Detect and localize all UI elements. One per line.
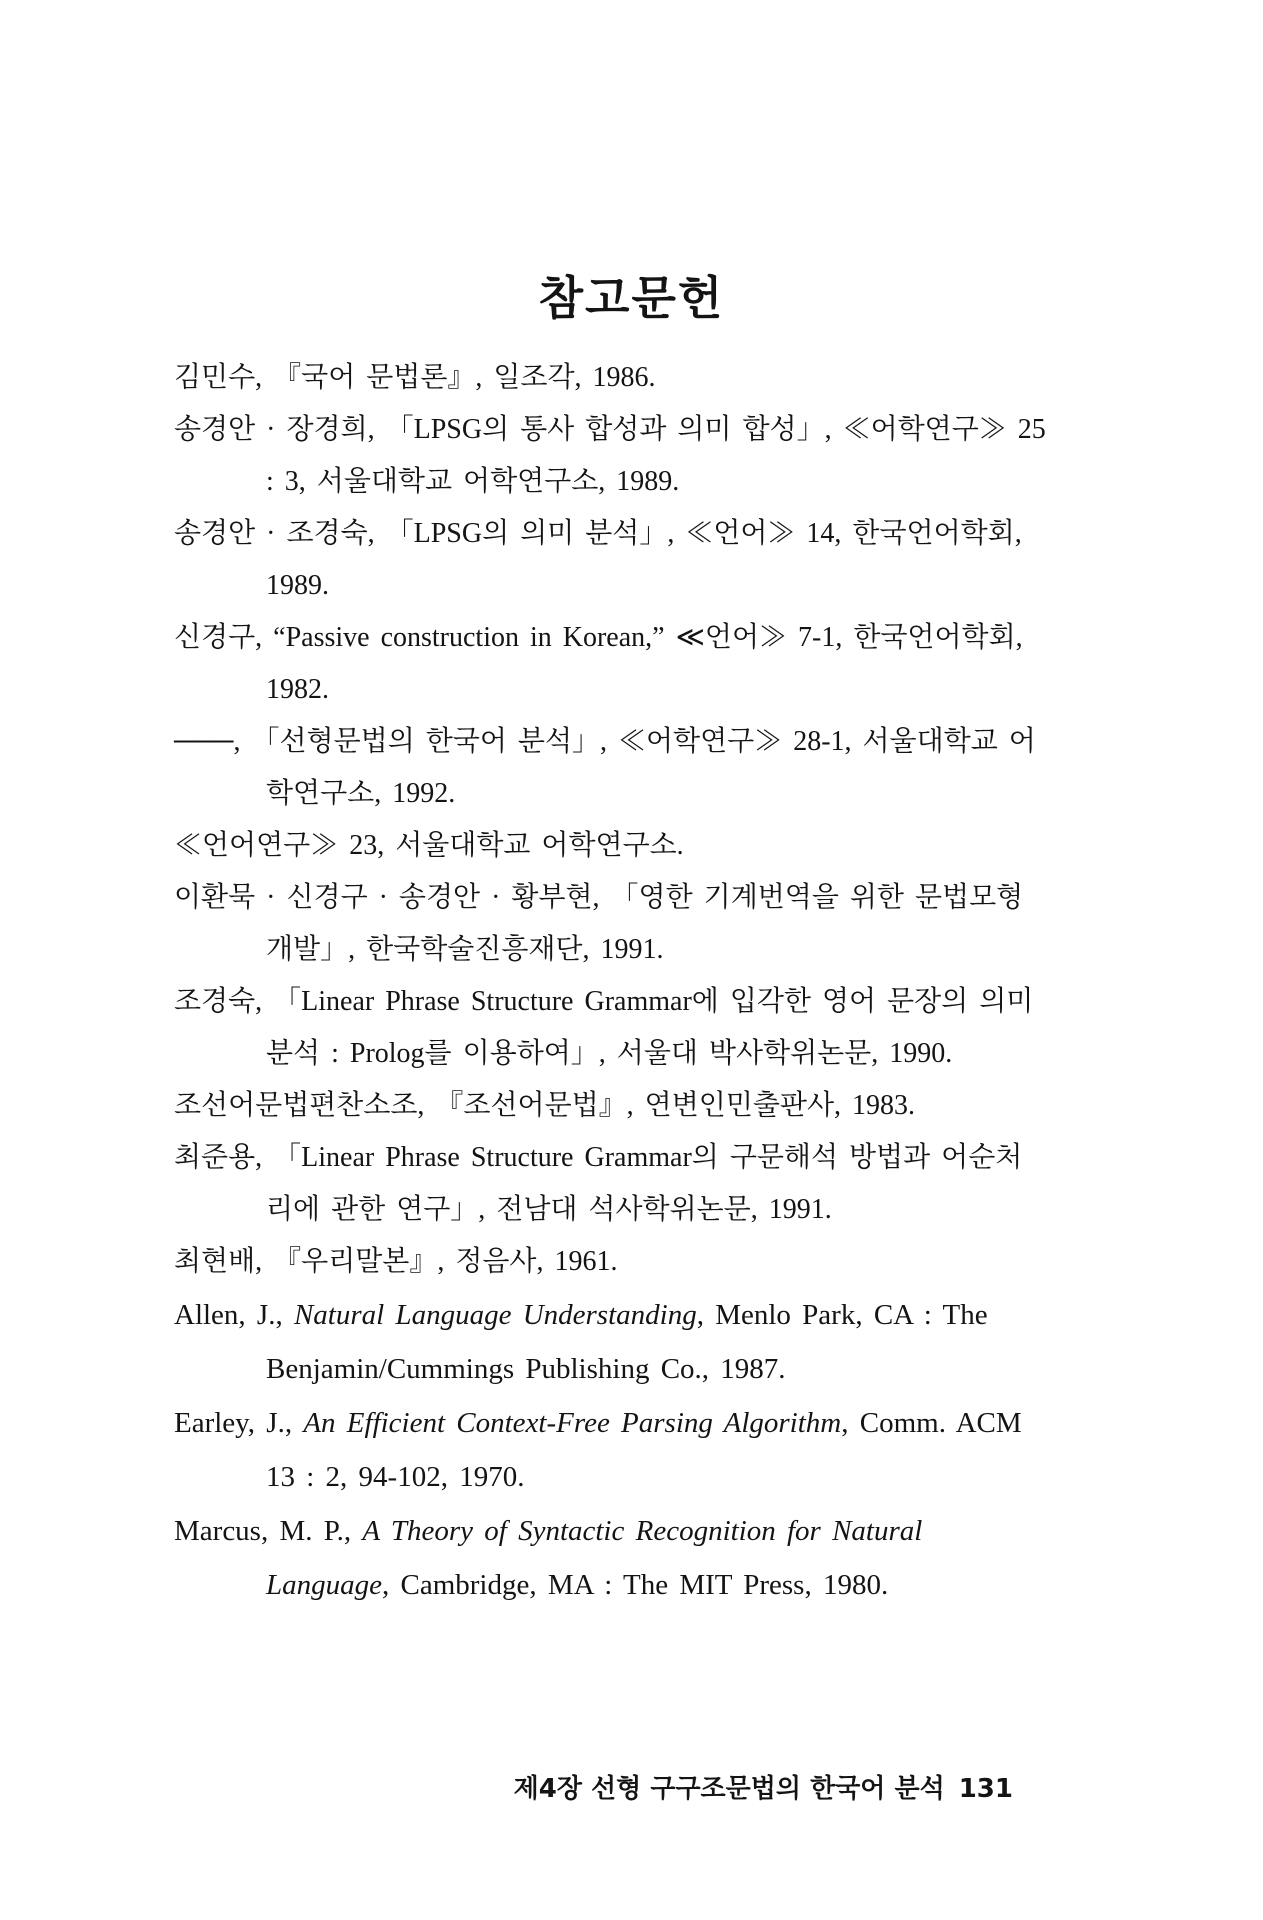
reference-item: ≪언어연구≫ 23, 서울대학교 어학연구소. bbox=[174, 830, 684, 861]
reference-author: Allen, J., bbox=[174, 1299, 294, 1331]
reference-author: Earley, J., bbox=[174, 1407, 304, 1439]
reference-publication: , Menlo Park, CA : The Benjamin/Cummings Publishing Co., 1987. bbox=[266, 1299, 988, 1385]
reference-item: ───, 「선형문법의 한국어 분석」, ≪어학연구≫ 28-1, 서울대학교 어학연구소, 1992. bbox=[174, 726, 1036, 809]
reference-item bbox=[174, 1396, 1046, 1504]
reference-title: A Theory of Syntactic Recognition for Natural Language bbox=[266, 1515, 923, 1601]
reference-item bbox=[174, 1288, 1046, 1396]
reference-item: 신경구, “Passive construction in Korean,” ≪언어≫ 7-1, 한국언어학회, 1982. bbox=[174, 622, 1023, 705]
reference-publication: , Cambridge, MA : The MIT Press, 1980. bbox=[382, 1569, 889, 1601]
reference-item: 최준용, 「Linear Phrase Structure Grammar의 구문해석 방법과 어순처리에 관한 연구」, 전남대 석사학위논문, 1991. bbox=[174, 1142, 1023, 1225]
reference-publication: , Comm. ACM 13 : 2, 94-102, 1970. bbox=[266, 1407, 1022, 1493]
reference-title: Natural Language Understanding bbox=[293, 1299, 697, 1331]
reference-item: 송경안 · 조경숙, 「LPSG의 의미 분석」, ≪언어≫ 14, 한국언어학회, 1989. bbox=[174, 518, 1022, 601]
reference-list bbox=[174, 352, 1046, 1612]
reference-item: 최현배, 『우리말본』, 정음사, 1961. bbox=[174, 1246, 618, 1277]
reference-author: Marcus, M. P., bbox=[174, 1515, 363, 1547]
reference-item: 이환묵 · 신경구 · 송경안 · 황부현, 「영한 기계번역을 위한 문법모형 개발」, 한국학술진흥재단, 1991. bbox=[174, 882, 1024, 965]
page-number: 131 bbox=[958, 1774, 1013, 1804]
reference-item: 조선어문법편찬소조, 『조선어문법』, 연변인민출판사, 1983. bbox=[174, 1090, 916, 1121]
reference-item bbox=[174, 1504, 1046, 1612]
reference-item: 송경안 · 장경희, 「LPSG의 통사 합성과 의미 합성」, ≪어학연구≫ 25 : 3, 서울대학교 어학연구소, 1989. bbox=[174, 414, 1046, 497]
reference-item: 김민수, 『국어 문법론』, 일조각, 1986. bbox=[174, 362, 656, 393]
chapter-title: 제4장 선형 구구조문법의 한국어 분석 bbox=[513, 1774, 945, 1804]
page-title: 참고문헌 bbox=[538, 271, 725, 325]
reference-title: An Efficient Context-Free Parsing Algorithm bbox=[303, 1407, 842, 1439]
reference-item: 조경숙, 「Linear Phrase Structure Grammar에 입각한 영어 문장의 의미분석 : Prolog를 이용하여」, 서울대 박사학위논문, 1990. bbox=[174, 986, 1034, 1069]
running-footer bbox=[514, 1768, 1013, 1805]
